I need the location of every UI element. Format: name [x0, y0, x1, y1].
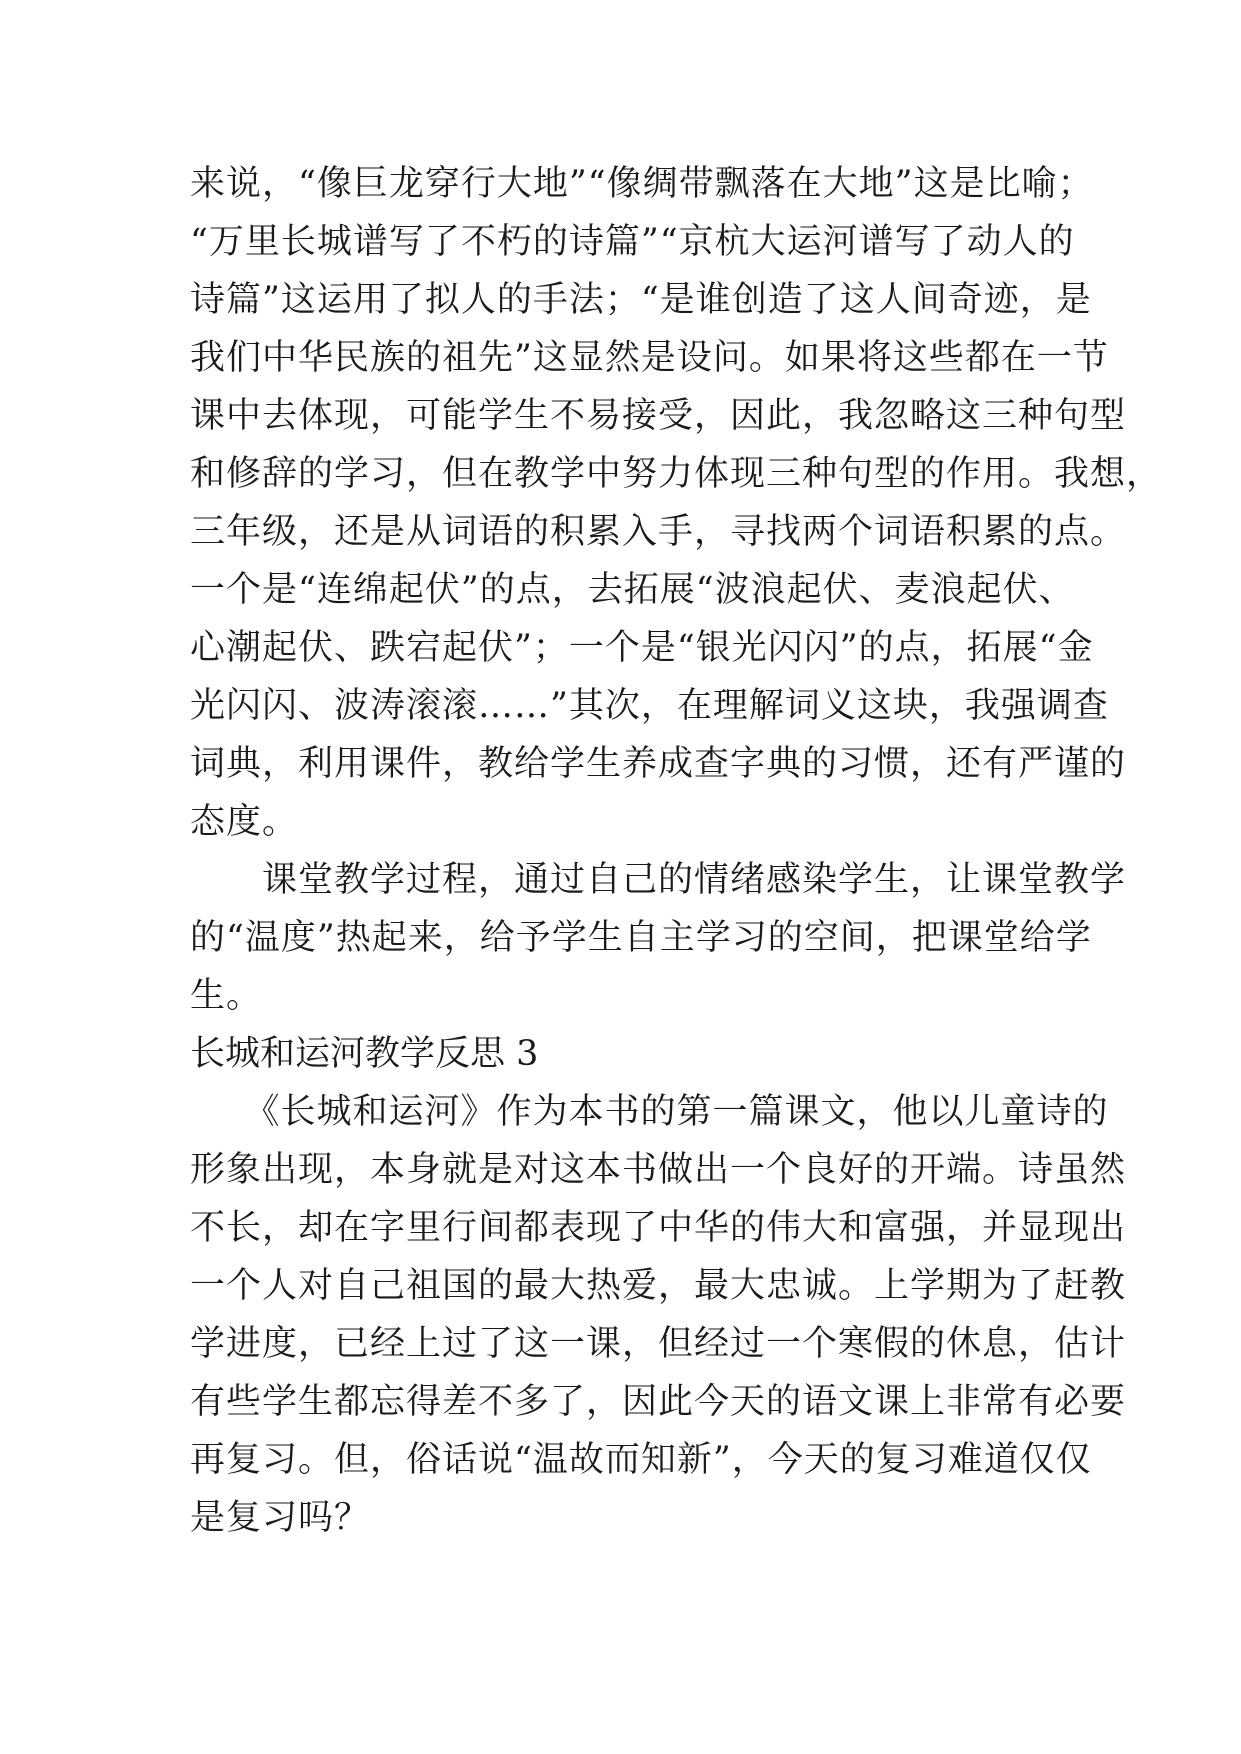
text-line: 我们中华民族的祖先”这显然是设问。如果将这些都在一节	[190, 338, 1109, 378]
text-line: 来说，“像巨龙穿行大地”“像绸带飘落在大地”这是比喻；	[190, 164, 1094, 204]
paragraph-start-line: 课堂教学过程，通过自己的情绪感染学生，让课堂教学	[190, 860, 1127, 900]
text-line: “万里长城谱写了不朽的诗篇”“京杭大运河谱写了动人的	[190, 222, 1075, 262]
text-line: 态度。	[190, 802, 299, 842]
text-line: 一个是“连绵起伏”的点，去拓展“波浪起伏、麦浪起伏、	[190, 570, 1075, 610]
text-line: 一个人对自己祖国的最大热爱，最大忠诚。上学期为了赶教	[190, 1266, 1127, 1306]
section-heading: 长城和运河教学反思 3	[190, 1034, 539, 1074]
text-line: 心潮起伏、跌宕起伏”；一个是“银光闪闪”的点，拓展“金	[190, 628, 1094, 668]
body-text	[190, 155, 1163, 1547]
text-line: 三年级，还是从词语的积累入手，寻找两个词语积累的点。	[190, 512, 1127, 552]
text-line: 学进度，已经上过了这一课，但经过一个寒假的休息，估计	[190, 1324, 1127, 1364]
text-line: 不长，却在字里行间都表现了中华的伟大和富强，并显现出	[190, 1208, 1127, 1248]
text-line: 课中去体现，可能学生不易接受，因此，我忽略这三种句型	[190, 396, 1127, 436]
text-line: 有些学生都忘得差不多了，因此今天的语文课上非常有必要	[190, 1382, 1127, 1422]
text-line: 的“温度”热起来，给予学生自主学习的空间，把课堂给学	[190, 918, 1092, 958]
text-line: 诗篇”这运用了拟人的手法；“是谁创造了这人间奇迹，是	[190, 280, 1092, 320]
text-line: 再复习。但，俗话说“温故而知新”，今天的复习难道仅仅	[190, 1440, 1092, 1480]
text-line: 光闪闪、波涛滚滚……”其次，在理解词义这块，我强调查	[190, 686, 1109, 726]
paragraph-start-line: 《长城和运河》作为本书的第一篇课文，他以儿童诗的	[190, 1092, 1109, 1132]
text-line: 生。	[190, 976, 263, 1016]
text-line: 和修辞的学习，但在教学中努力体现三种句型的作用。我想，	[190, 454, 1163, 494]
text-line: 形象出现，本身就是对这本书做出一个良好的开端。诗虽然	[190, 1150, 1127, 1190]
text-line: 词典，利用课件，教给学生养成查字典的习惯，还有严谨的	[190, 744, 1127, 784]
text-line: 是复习吗？	[190, 1498, 371, 1538]
